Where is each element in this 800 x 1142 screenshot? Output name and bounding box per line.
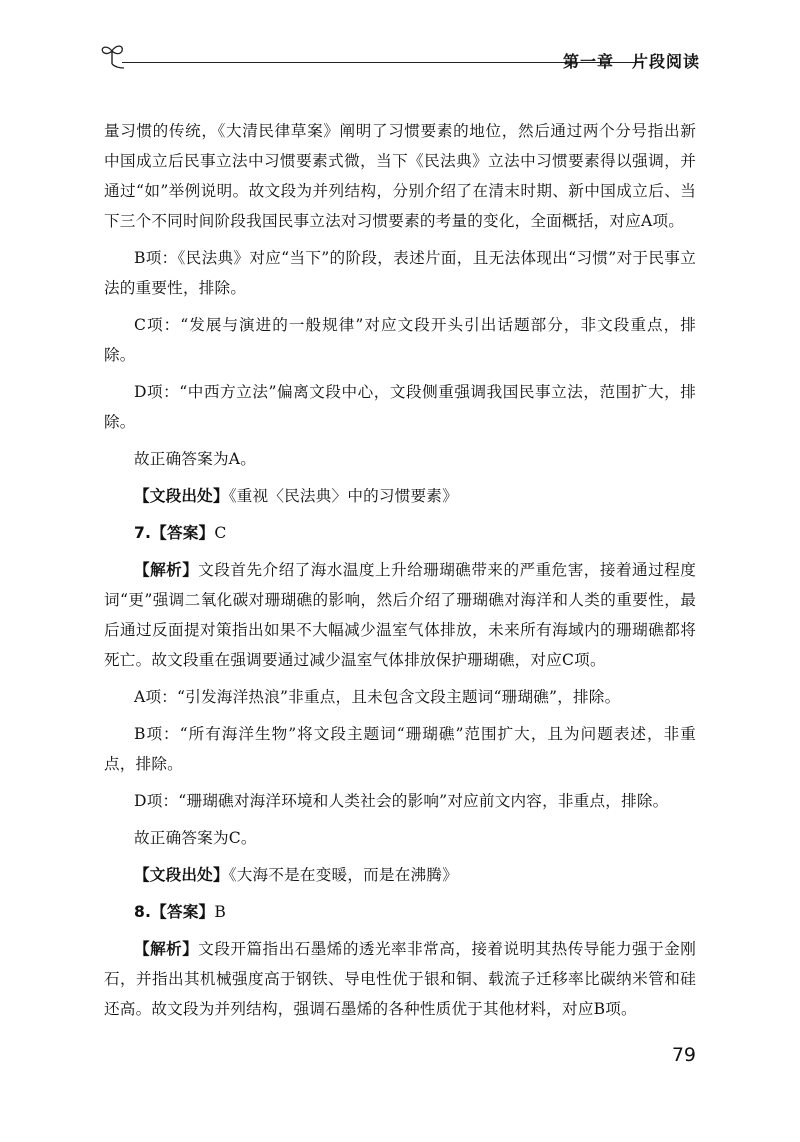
paragraph	[104, 377, 696, 437]
page-body	[104, 116, 696, 1031]
paragraph-text: 故正确答案为C。	[134, 829, 257, 847]
paragraph	[104, 823, 696, 853]
answer-tag: 8.【答案】	[134, 903, 215, 921]
sprout-icon	[100, 42, 140, 72]
source-line	[104, 860, 696, 890]
source-text: 《重视〈民法典〉中的习惯要素》	[228, 487, 458, 505]
analysis-text: 文段首先介绍了海水温度上升给珊瑚礁带来的严重危害，接着通过程度词“更”强调二氧化碳对珊瑚礁的影响，然后介绍了珊瑚礁对海洋和人类的重要性，最后通过反面提对策指出如果不大幅减少温室气体排放，未来所有海域内的珊瑚礁都将死亡。故文段重在强调要通过减少温室气体排放保护珊瑚礁，对应C项。	[104, 561, 696, 669]
paragraph-text: C项：“发展与演进的一般规律”对应文段开头引出话题部分，非文段重点，排除。	[104, 316, 696, 364]
paragraph-text: D项：“珊瑚礁对海洋环境和人类社会的影响”对应前文内容，非重点，排除。	[134, 792, 669, 810]
answer-tag: 7.【答案】	[134, 524, 215, 542]
paragraph-text: B项：《民法典》对应“当下”的阶段，表述片面，且无法体现出“习惯”对于民事立法的重要性，排除。	[104, 249, 696, 297]
answer-line	[104, 897, 696, 927]
section-title: 片段阅读	[631, 52, 700, 71]
paragraph	[104, 243, 696, 303]
paragraph	[104, 719, 696, 779]
paragraph	[104, 786, 696, 816]
source-tag: 【文段出处】	[134, 866, 229, 884]
analysis-tag: 【解析】	[134, 561, 199, 579]
paragraph-text: A项：“引发海洋热浪”非重点，且未包含文段主题词“珊瑚礁”，排除。	[134, 688, 621, 706]
source-text: 《大海不是在变暖，而是在沸腾》	[228, 866, 458, 884]
source-tag: 【文段出处】	[134, 487, 229, 505]
analysis-paragraph	[104, 555, 696, 675]
answer-text: C	[214, 524, 227, 542]
paragraph	[104, 310, 696, 370]
answer-line	[104, 518, 696, 548]
paragraph-text: D项：“中西方立法”偏离文段中心，文段侧重强调我国民事立法，范围扩大，排除。	[104, 383, 696, 431]
chapter-number: 第一章	[562, 52, 614, 71]
paragraph-text: 量习惯的传统，《大清民律草案》阐明了习惯要素的地位，然后通过两个分号指出新中国成立后民事立法中习惯要素式微，当下《民法典》立法中习惯要素得以强调，并通过“如”举例说明。故文段为并列结构，分别介绍了在清末时期、新中国成立后、当下三个不同时间阶段我国民事立法对习惯要素的考量的变化，全面概括，对应A项。	[104, 122, 696, 230]
paragraph	[104, 444, 696, 474]
paragraph	[104, 116, 696, 236]
answer-text: B	[214, 903, 227, 921]
page-number: 79	[671, 1044, 696, 1066]
analysis-paragraph	[104, 934, 696, 1024]
analysis-tag: 【解析】	[134, 940, 199, 958]
source-line	[104, 481, 696, 511]
paragraph-text: 故正确答案为A。	[134, 450, 257, 468]
paragraph-text: B项：“所有海洋生物”将文段主题词“珊瑚礁”范围扩大，且为问题表述，非重点，排除。	[104, 725, 696, 773]
running-header	[100, 42, 700, 76]
chapter-title	[563, 49, 700, 72]
paragraph	[104, 682, 696, 712]
analysis-text: 文段开篇指出石墨烯的透光率非常高，接着说明其热传导能力强于金刚石，并指出其机械强度高于钢铁、导电性优于银和铜、载流子迁移率比碳纳米管和硅还高。故文段为并列结构，强调石墨烯的各种性质优于其他材料，对应B项。	[104, 940, 696, 1018]
